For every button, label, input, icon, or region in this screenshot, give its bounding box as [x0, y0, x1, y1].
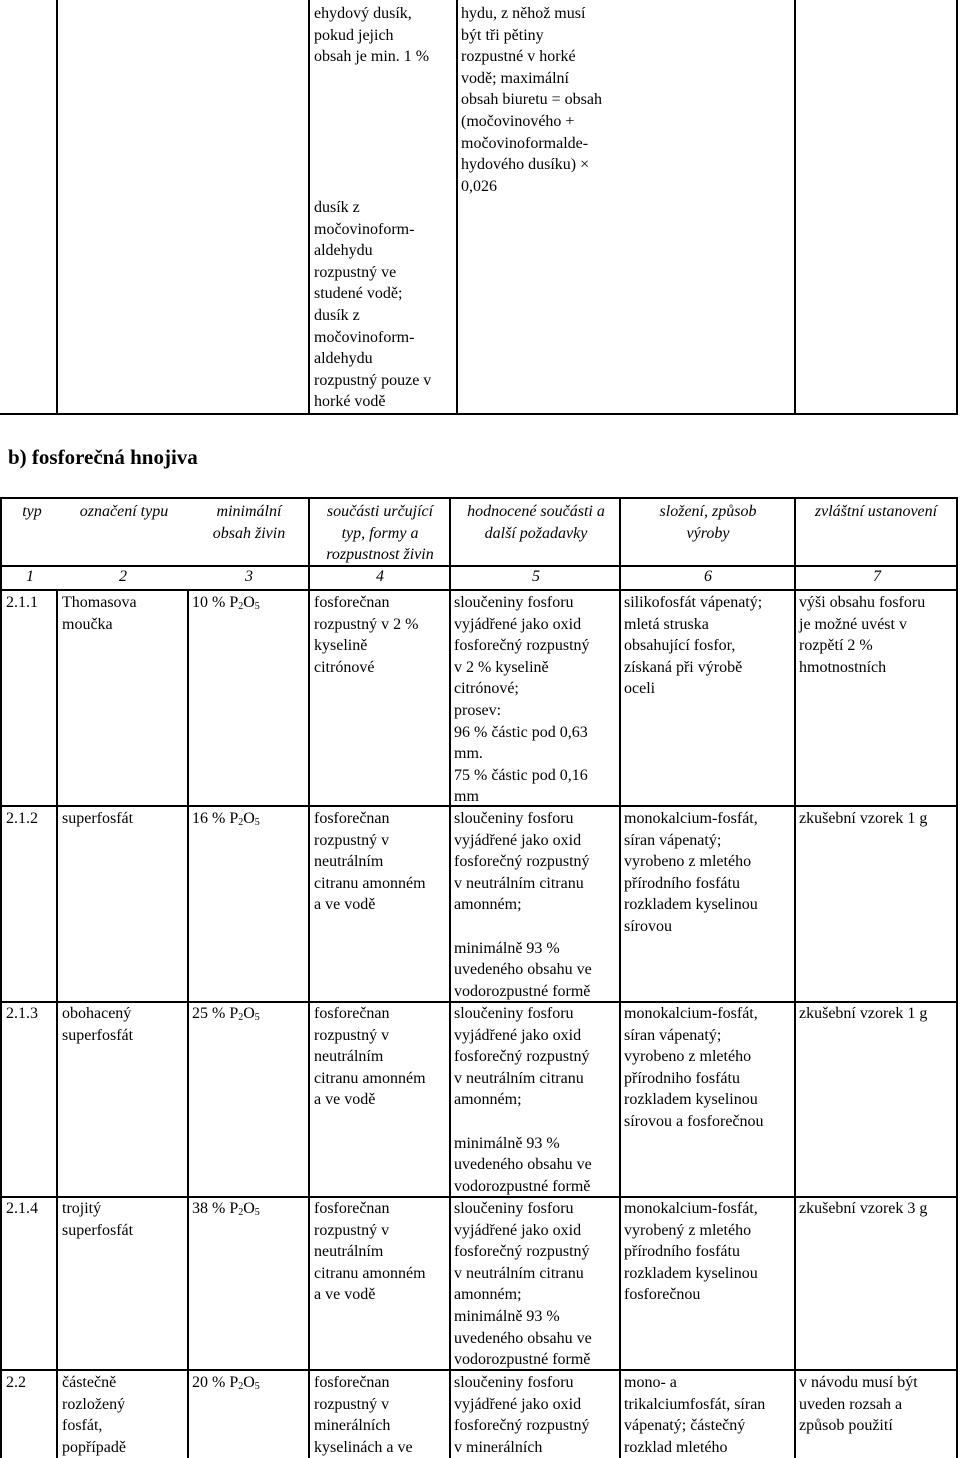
row-min-content: 10 % $P_2O_5$ — [192, 594, 260, 612]
row-requirements: sloučeniny fosforu vyjádřené jako oxid fosforečný rozpustný v minerálních — [454, 1374, 590, 1456]
top-col4-text: hydu, z něhož musí být tři pětiny rozpustné v horké vodě; maximální obsah biuretu = obsah (močovinového + močovinoformalde- hydového dusíku) × 0,026 — [461, 5, 602, 195]
row-requirements: sloučeniny fosforu vyjádřené jako oxid fosforečný rozpustný v neutrálním citranu amonném; minimálně 93 % uvedeného obsahu ve vodorozpustné formě — [454, 1200, 592, 1369]
header-forms: součásti určující typ, formy a rozpustnost živin — [326, 503, 434, 564]
header-min-content: minimální obsah živin — [212, 503, 286, 542]
column-number: 3 — [245, 568, 253, 585]
column-number: 2 — [119, 568, 127, 585]
row-forms: fosforečnan rozpustný v 2 % kyselině citrónové — [314, 594, 419, 676]
row-special: v návodu musí být uveden rozsah a způsob použití — [799, 1374, 918, 1435]
row-forms: fosforečnan rozpustný v neutrálním citranu amonném a ve vodě — [314, 1005, 426, 1109]
column-number: 1 — [26, 568, 34, 585]
row-composition: monokalcium-fosfát, vyrobený z mletého přírodního fosfátu rozkladem kyselinou fosforečnou — [624, 1200, 758, 1304]
header-special: zvláštní ustanovení — [814, 503, 938, 520]
top-col3-text-b: dusík z močovinoform- aldehydu rozpustný ve studené vodě; dusík z močovinoform- aldehydu rozpustný pouze v horké vodě — [314, 199, 432, 411]
row-type-name: obohacený superfosfát — [62, 1005, 134, 1044]
header-requirements: hodnocené součásti a další požadavky — [467, 503, 605, 542]
column-number: 4 — [376, 568, 384, 585]
row-min-content: 20 % $P_2O_5$ — [192, 1374, 260, 1392]
row-requirements: sloučeniny fosforu vyjádřené jako oxid fosforečný rozpustný v neutrálním citranu amonném; minimálně 93 % uvedeného obsahu ve vodorozpustné formě — [454, 1005, 592, 1195]
row-type-name: částečně rozložený fosfát, popřípadě — [62, 1374, 126, 1456]
row-composition: mono- a trikalciumfosfát, síran vápenatý; částečný rozklad mletého — [624, 1374, 766, 1456]
top-col3-text-a: ehydový dusík, pokud jejich obsah je min. 1 % — [314, 5, 430, 66]
row-type-name: trojitý superfosfát — [62, 1200, 134, 1239]
section-heading: b) fosforečná hnojiva — [8, 445, 198, 469]
row-type-code: 2.1.4 — [6, 1200, 38, 1217]
row-requirements: sloučeniny fosforu vyjádřené jako oxid fosforečný rozpustný v 2 % kyselině citrónové; prosev: 96 % částic pod 0,63 mm. 75 % částic pod 0,16 mm — [454, 594, 590, 806]
row-type-code: 2.1.3 — [6, 1005, 38, 1022]
row-type-name: superfosfát — [62, 810, 134, 827]
row-type-name: Thomasova moučka — [62, 594, 137, 633]
row-type-code: 2.2 — [6, 1374, 26, 1391]
row-composition: monokalcium-fosfát, síran vápenatý; vyrobeno z mletého přírodniho fosfátu rozkladem kyselinou sírovou a fosforečnou — [624, 1005, 764, 1130]
column-number: 7 — [873, 568, 881, 585]
row-forms: fosforečnan rozpustný v minerálních kyselinách a ve — [314, 1374, 413, 1456]
row-forms: fosforečnan rozpustný v neutrálním citranu amonném a ve vodě — [314, 810, 426, 914]
row-special: zkušební vzorek 1 g — [799, 810, 928, 827]
header-type-name: označení typu — [79, 503, 169, 520]
row-special: zkušební vzorek 1 g — [799, 1005, 928, 1022]
row-min-content: 38 % $P_2O_5$ — [192, 1200, 260, 1218]
row-forms: fosforečnan rozpustný v neutrálním citranu amonném a ve vodě — [314, 1200, 426, 1304]
header-typ: typ — [22, 503, 42, 520]
row-special: zkušební vzorek 3 g — [799, 1200, 928, 1217]
row-min-content: 16 % $P_2O_5$ — [192, 810, 260, 828]
row-composition: monokalcium-fosfát, síran vápenatý; vyrobeno z mletého přírodního fosfátu rozkladem kyselinou sírovou — [624, 810, 758, 935]
row-composition: silikofosfát vápenatý; mletá struska obsahující fosfor, získaná při výrobě oceli — [624, 594, 763, 698]
row-type-code: 2.1.2 — [6, 810, 38, 827]
column-number: 5 — [532, 568, 540, 585]
row-special: výši obsahu fosforu je možné uvést v rozpětí 2 % hmotnostních — [799, 594, 926, 676]
header-composition: složení, způsob výroby — [659, 503, 757, 542]
row-min-content: 25 % $P_2O_5$ — [192, 1005, 260, 1023]
column-number: 6 — [704, 568, 712, 585]
row-requirements: sloučeniny fosforu vyjádřené jako oxid fosforečný rozpustný v neutrálním citranu amonném; minimálně 93 % uvedeného obsahu ve vodorozpustné formě — [454, 810, 592, 1000]
row-type-code: 2.1.1 — [6, 594, 38, 611]
